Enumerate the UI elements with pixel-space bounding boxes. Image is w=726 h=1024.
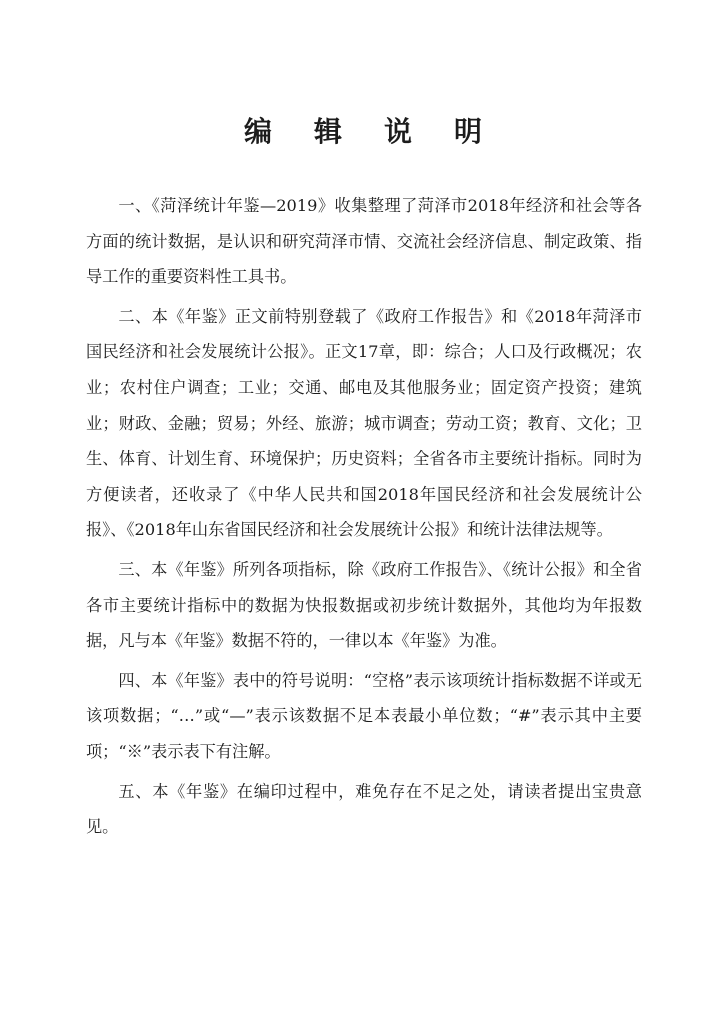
page-title-char: 说: [384, 115, 413, 148]
editorial-notes-body: [86, 188, 642, 849]
page-title-char: 明: [454, 115, 483, 148]
paragraph-1: 一、《菏泽统计年鉴—2019》收集整理了菏泽市2018年经济和社会等各方面的统计数据，是认识和研究菏泽市情、交流社会经济信息、制定政策、指导工作的重要资料性工具书。: [86, 196, 642, 287]
page-title: [0, 112, 726, 152]
paragraph-4: 四、本《年鉴》表中的符号说明：“空格”表示该项统计指标数据不详或无该项数据；“…”或“—”表示该数据不足本表最小单位数；“#”表示其中主要项；“※”表示表下有注解。: [86, 670, 642, 761]
page-title-char: 编: [243, 115, 272, 148]
page-title-char: 辑: [313, 115, 342, 148]
paragraph-5: 五、本《年鉴》在编印过程中，难免存在不足之处，请读者提出宝贵意见。: [86, 781, 642, 837]
paragraph-2: 二、本《年鉴》正文前特别登载了《政府工作报告》和《2018年菏泽市国民经济和社会发展统计公报》。正文17章，即：综合；人口及行政概况；农业；农村住户调查；工业；交通、邮电及其他服务业；固定资产投资；建筑业；财政、金融；贸易；外经、旅游；城市调查；劳动工资；教育、文化；卫生、体育、计划生育、环境保护；历史资料；全省各市主要统计指标。同时为方便读者，还收录了《中华人民共和国2018年国民经济和社会发展统计公报》、《2018年山东省国民经济和社会发展统计公报》和统计法律法规等。: [86, 306, 642, 540]
paragraph-3: 三、本《年鉴》所列各项指标，除《政府工作报告》、《统计公报》和全省各市主要统计指标中的数据为快报数据或初步统计数据外，其他均为年报数据，凡与本《年鉴》数据不符的，一律以本《年鉴》为准。: [86, 559, 642, 651]
